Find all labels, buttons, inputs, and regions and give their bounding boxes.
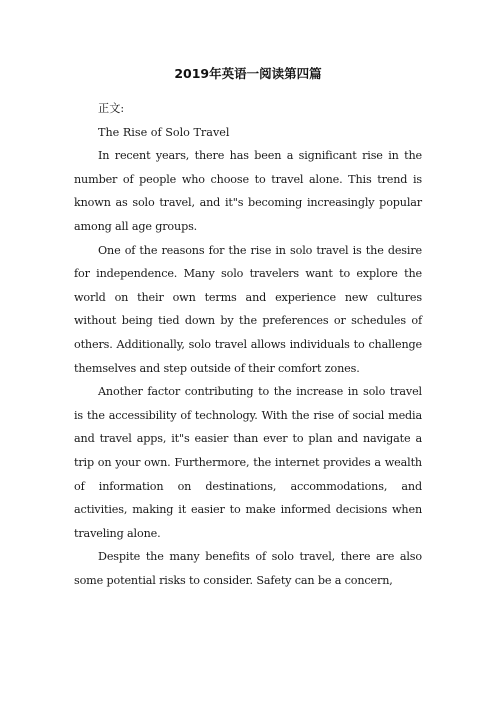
paragraph-2: One of the reasons for the rise in solo travel is the desire for independence. Many solo travelers want to explore the world on their own terms and experience new cultures without being tied down by the preferences or schedules of others. Additionally, solo travel allows individuals to challenge themselves and step outside of their comfort zones. bbox=[74, 243, 422, 375]
document-body bbox=[74, 97, 422, 592]
article-heading: The Rise of Solo Travel bbox=[98, 125, 230, 139]
paragraph-1: In recent years, there has been a significant rise in the number of people who choose to travel alone. This trend is known as solo travel, and it"s becoming increasingly popular among all age groups. bbox=[74, 149, 422, 233]
paragraph-3: Another factor contributing to the increase in solo travel is the accessibility of technology. With the rise of social media and travel apps, it"s easier than ever to plan and navigate a trip on your own. Furthermore, the internet provides a wealth of information on destinations, accommodations, and activities, making it easier to make informed decisions when traveling alone. bbox=[74, 385, 422, 540]
body-label: 正文: bbox=[98, 102, 125, 115]
paragraph-4: Despite the many benefits of solo travel, there are also some potential risks to consider. Safety can be a concern, bbox=[74, 550, 422, 587]
document-title: 2019年英语一阅读第四篇 bbox=[174, 66, 322, 81]
